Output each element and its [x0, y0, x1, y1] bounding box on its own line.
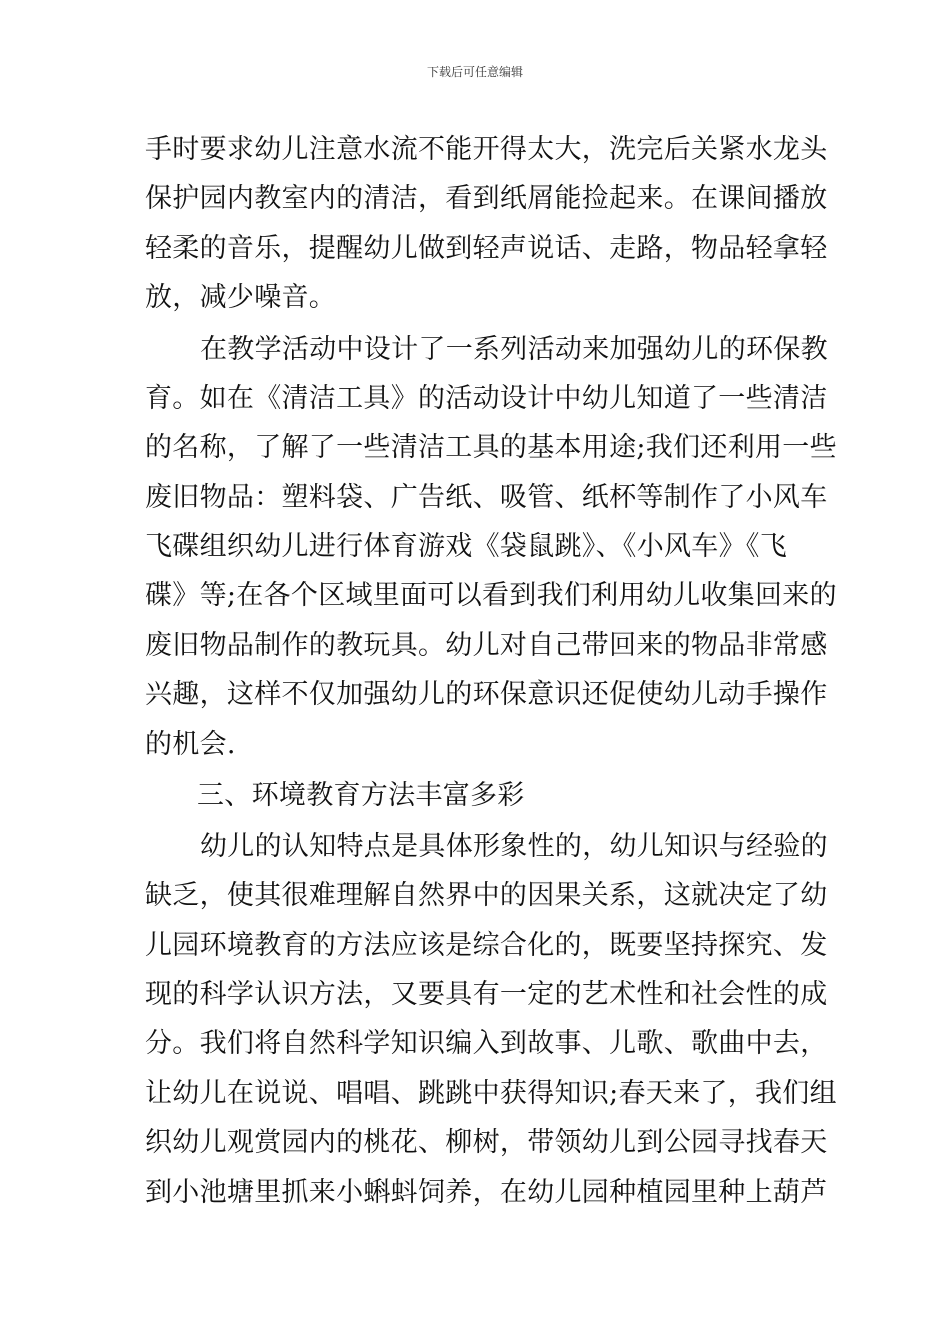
- text-line: 分。我们将自然科学知识编入到故事、儿歌、歌曲中去，: [145, 1028, 828, 1059]
- text-line: 废旧物品：塑料袋、广告纸、吸管、纸杯等制作了小风车: [145, 482, 828, 513]
- section-heading: 三、环境教育方法丰富多彩: [197, 780, 525, 811]
- text-line: 手时要求幼儿注意水流不能开得太大，洗完后关紧水龙头: [145, 134, 828, 165]
- text-line: 保护园内教室内的清洁，看到纸屑能捡起来。在课间播放: [145, 183, 828, 214]
- text-line: 到小池塘里抓来小蝌蚪饲养，在幼儿园种植园里种上葫芦: [145, 1177, 828, 1208]
- text-line: 缺乏，使其很难理解自然界中的因果关系，这就决定了幼: [145, 880, 828, 911]
- page-header: 下载后可任意编辑: [426, 65, 523, 79]
- text-line: 碟》等;在各个区域里面可以看到我们利用幼儿收集回来的: [145, 580, 837, 611]
- text-line: 育。如在《清洁工具》的活动设计中幼儿知道了一些清洁: [145, 383, 828, 414]
- text-line: 的机会.: [145, 729, 236, 760]
- text-line: 现的科学认识方法，又要具有一定的艺术性和社会性的成: [145, 979, 828, 1010]
- text-line: 儿园环境教育的方法应该是综合化的，既要坚持探究、发: [145, 930, 828, 961]
- text-line: 幼儿的认知特点是具体形象性的，幼儿知识与经验的: [200, 831, 828, 862]
- text-line: 放，减少噪音。: [145, 282, 337, 313]
- text-line: 让幼儿在说说、唱唱、跳跳中获得知识;春天来了，我们组: [145, 1078, 837, 1109]
- text-line: 的名称，了解了一些清洁工具的基本用途;我们还利用一些: [145, 432, 837, 463]
- text-line: 飞碟组织幼儿进行体育游戏《袋鼠跳》、《小风车》《飞: [145, 531, 787, 562]
- text-line: 织幼儿观赏园内的桃花、柳树，带领幼儿到公园寻找春天: [145, 1127, 828, 1158]
- text-line: 兴趣，这样不仅加强幼儿的环保意识还促使幼儿动手操作: [145, 679, 828, 710]
- text-line: 轻柔的音乐，提醒幼儿做到轻声说话、走路，物品轻拿轻: [145, 233, 828, 264]
- text-line: 在教学活动中设计了一系列活动来加强幼儿的环保教: [200, 334, 828, 365]
- text-line: 废旧物品制作的教玩具。幼儿对自己带回来的物品非常感: [145, 630, 828, 661]
